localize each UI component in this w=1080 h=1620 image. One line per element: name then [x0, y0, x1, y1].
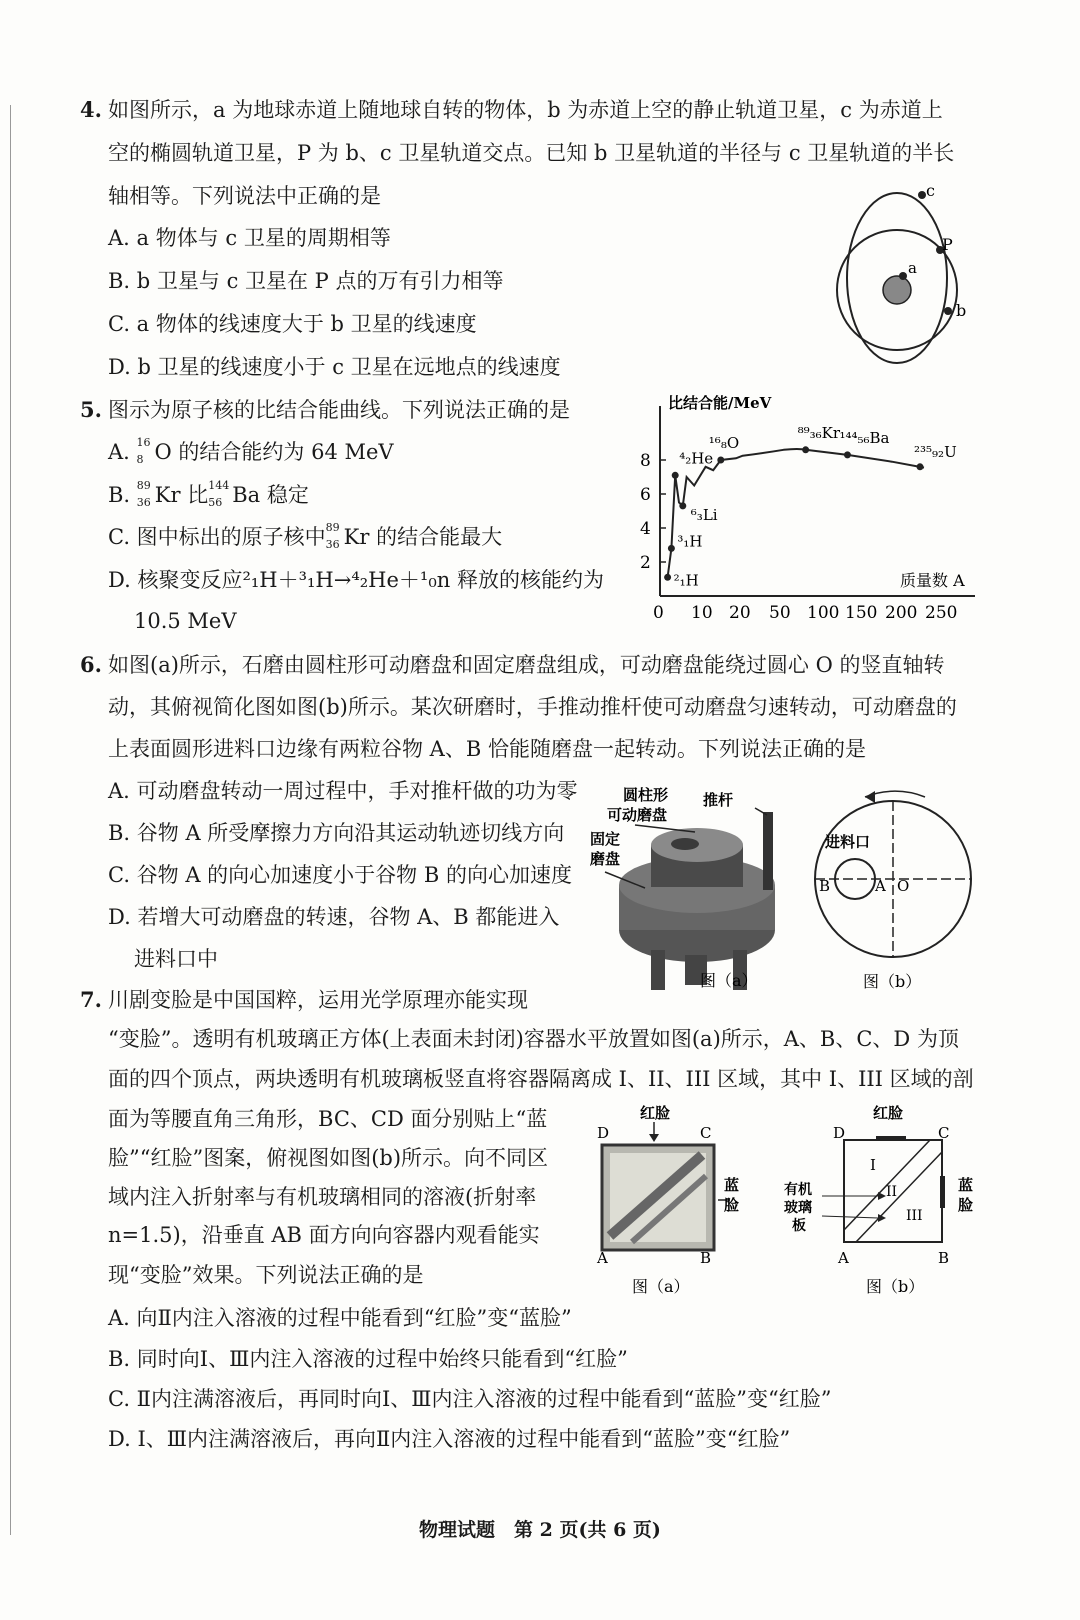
label-a: A	[838, 1249, 849, 1267]
figure-caption: 图（a）	[700, 971, 758, 990]
option-a[interactable]: A. 可动磨盘转动一周过程中，手对推杆做的功为零	[108, 779, 578, 803]
y-tick-label: 8	[640, 451, 651, 471]
label-b: B	[700, 1249, 712, 1267]
option-text: O 的结合能约为 64 MeV	[154, 440, 394, 464]
question-stem-line: 图示为原子核的比结合能曲线。下列说法正确的是	[108, 398, 570, 422]
option-d[interactable]: D. 核聚变反应²₁H＋³₁H→⁴₂He＋¹₀n 释放的核能约为	[108, 568, 604, 592]
label-face: 脸	[958, 1196, 974, 1214]
point-label: ¹⁴⁴₅₆Ba	[839, 428, 890, 447]
nuclide-ba144: 144 56	[208, 478, 230, 509]
question-stem-line: 域内注入折射率与有机玻璃相同的溶液(折射率	[108, 1185, 537, 1209]
data-point	[717, 457, 724, 464]
question-stem-line: 现“变脸”效果。下列说法正确的是	[108, 1263, 424, 1287]
x-tick-label: 200	[885, 603, 918, 623]
point-label: ⁴₂He	[679, 449, 714, 468]
label-cylinder: 圆柱形	[623, 786, 669, 804]
binding-energy-chart	[630, 388, 1000, 628]
label-region-3: III	[906, 1208, 923, 1224]
y-tick-label: 6	[640, 485, 651, 505]
x-tick-label: 20	[729, 603, 751, 623]
x-tick-label: 250	[925, 603, 958, 623]
label-glass-1: 有机	[784, 1182, 812, 1198]
data-point	[672, 472, 679, 479]
figure-caption: 图（b）	[863, 972, 922, 991]
question-stem-line: 如图所示，a 为地球赤道上随地球自转的物体，b 为赤道上空的静止轨道卫星，c 为赤道上	[108, 98, 943, 122]
question-number: 7.	[80, 987, 102, 1012]
label-region-1: I	[870, 1156, 876, 1174]
option-d-cont: 进料口中	[134, 947, 218, 971]
option-text: Kr 的结合能最大	[343, 525, 503, 549]
data-point	[802, 446, 809, 453]
option-label: B.	[108, 483, 131, 507]
figure-caption: 图（b）	[866, 1277, 925, 1296]
point-label: ²₁H	[673, 571, 699, 590]
point-label: ⁶₃Li	[690, 505, 718, 524]
label-glass-3: 板	[792, 1218, 806, 1234]
question-stem-line: 空的椭圆轨道卫星，P 为 b、c 卫星轨道交点。已知 b 卫星轨道的半径与 c 卫星轨道的半长	[108, 141, 955, 165]
option-d[interactable]: D. b 卫星的线速度小于 c 卫星在远地点的线速度	[108, 355, 561, 379]
point-label: ³₁H	[677, 532, 703, 551]
container-topview-figure	[778, 1100, 988, 1310]
label-c: c	[926, 181, 935, 200]
x-tick-label: 100	[807, 603, 840, 623]
label-a: A	[597, 1249, 608, 1267]
option-a[interactable]: A. a 物体与 c 卫星的周期相等	[108, 226, 391, 250]
question-stem-line: 动，其俯视简化图如图(b)所示。某次研磨时，手推动推杆使可动磨盘匀速转动，可动磨盘的	[108, 695, 957, 719]
option-b[interactable]	[108, 480, 309, 510]
question-number: 4.	[80, 97, 102, 122]
label-push-rod: 推杆	[703, 791, 734, 809]
question-stem-line: n=1.5)，沿垂直 AB 面方向向容器内观看能实	[108, 1223, 540, 1247]
point-label: ¹⁶₈O	[708, 434, 740, 452]
y-axis-title: 比结合能/MeV	[668, 394, 772, 412]
top-view-figure	[805, 775, 985, 995]
option-d[interactable]: D. 若增大可动磨盘的转速，谷物 A、B 都能进入	[108, 905, 560, 929]
question-stem-line: 上表面圆形进料口边缘有两粒谷物 A、B 恰能随磨盘一起转动。下列说法正确的是	[108, 737, 866, 761]
x-axis-title: 质量数 A	[900, 571, 965, 590]
question-stem-line: 川剧变脸是中国国粹，运用光学原理亦能实现	[108, 988, 528, 1012]
point-label: ²³⁵₉₂U	[914, 442, 957, 461]
question-stem-line: 如图(a)所示，石磨由圆柱形可动磨盘和固定磨盘组成，可动磨盘能绕过圆心 O 的竖直轴转	[108, 653, 945, 677]
x-tick-label: 50	[769, 603, 791, 623]
option-b[interactable]: B. b 卫星与 c 卫星在 P 点的万有引力相等	[108, 269, 504, 293]
label-blue: 蓝	[724, 1176, 740, 1194]
option-a[interactable]: A. 向Ⅱ内注入溶液的过程中能看到“红脸”变“蓝脸”	[108, 1306, 572, 1330]
label-d: D	[833, 1124, 846, 1142]
label-b: B	[819, 877, 831, 895]
figure-caption: 图（a）	[632, 1277, 690, 1296]
label-inlet: 进料口	[825, 833, 871, 851]
label-red-face: 红脸	[873, 1104, 904, 1122]
container-photo-figure	[592, 1100, 767, 1310]
nuclide-kr89: 89 36	[136, 478, 151, 509]
option-text: Kr 比	[154, 483, 209, 507]
label-o: O	[897, 877, 910, 895]
label-glass-2: 玻璃	[784, 1200, 812, 1216]
question-stem-line: 轴相等。下列说法中正确的是	[108, 184, 381, 208]
orbit-diagram	[830, 178, 990, 378]
label-b: B	[938, 1249, 950, 1267]
label-a: A	[875, 877, 886, 895]
question-stem-line: 脸”“红脸”图案，俯视图如图(b)所示。向不同区	[108, 1146, 549, 1170]
question-stem-line: 面为等腰直角三角形，BC、CD 面分别贴上“蓝	[108, 1107, 548, 1131]
option-text: C. 图中标出的原子核中	[108, 525, 326, 549]
y-tick-label: 2	[640, 553, 651, 573]
nuclide-kr89: 89 36	[325, 520, 340, 551]
option-c[interactable]	[108, 522, 502, 552]
label-blue: 蓝	[958, 1176, 974, 1194]
option-d[interactable]: D. Ⅰ、Ⅲ内注满溶液后，再向Ⅱ内注入溶液的过程中能看到“蓝脸”变“红脸”	[108, 1427, 791, 1451]
millstone-figure	[585, 770, 800, 995]
option-c[interactable]: C. a 物体的线速度大于 b 卫星的线速度	[108, 312, 477, 336]
label-face: 脸	[724, 1196, 740, 1214]
data-point	[668, 545, 675, 552]
x-tick-label: 150	[845, 603, 878, 623]
x-tick-label: 10	[691, 603, 713, 623]
option-a[interactable]	[108, 437, 394, 467]
option-c[interactable]: C. 谷物 A 的向心加速度小于谷物 B 的向心加速度	[108, 863, 572, 887]
option-d-cont: 10.5 MeV	[134, 609, 237, 633]
data-point	[664, 574, 671, 581]
label-c: C	[938, 1124, 950, 1142]
label-region-2: II	[886, 1184, 898, 1200]
label-fixed: 固定	[590, 830, 621, 848]
option-label: A.	[108, 440, 130, 464]
data-point	[844, 451, 851, 458]
y-tick-label: 4	[640, 519, 651, 539]
option-b[interactable]: B. 同时向Ⅰ、Ⅲ内注入溶液的过程中始终只能看到“红脸”	[108, 1347, 628, 1371]
option-text: Ba 稳定	[232, 483, 309, 507]
label-c: C	[700, 1124, 712, 1142]
label-d: D	[597, 1124, 610, 1142]
nuclide-o16: 16 8	[136, 435, 151, 466]
option-b[interactable]: B. 谷物 A 所受摩擦力方向沿其运动轨迹切线方向	[108, 821, 565, 845]
data-point	[917, 463, 924, 470]
label-movable-disc: 可动磨盘	[607, 806, 668, 824]
page-footer: 物理试题 第 2 页(共 6 页)	[419, 1519, 661, 1541]
question-number: 5.	[80, 397, 102, 422]
data-point	[679, 502, 686, 509]
question-stem-line: “变脸”。透明有机玻璃正方体(上表面未封闭)容器水平放置如图(a)所示，A、B、C、D 为顶	[108, 1027, 959, 1051]
label-disc: 磨盘	[590, 850, 621, 868]
margin-line	[10, 105, 11, 1535]
label-a: a	[908, 259, 917, 277]
label-b: b	[956, 301, 967, 320]
label-p: P	[942, 235, 953, 254]
option-c[interactable]: C. Ⅱ内注满溶液后，再同时向Ⅰ、Ⅲ内注入溶液的过程中能看到“蓝脸”变“红脸”	[108, 1387, 832, 1411]
question-number: 6.	[80, 652, 102, 677]
question-stem-line: 面的四个顶点，两块透明有机玻璃板竖直将容器隔离成 I、II、III 区域，其中 I、III 区域的剖	[108, 1067, 974, 1091]
label-red-face: 红脸	[640, 1104, 671, 1122]
point-label: ⁸⁹₃₆Kr	[797, 423, 841, 442]
x-tick-label: 0	[653, 603, 664, 623]
